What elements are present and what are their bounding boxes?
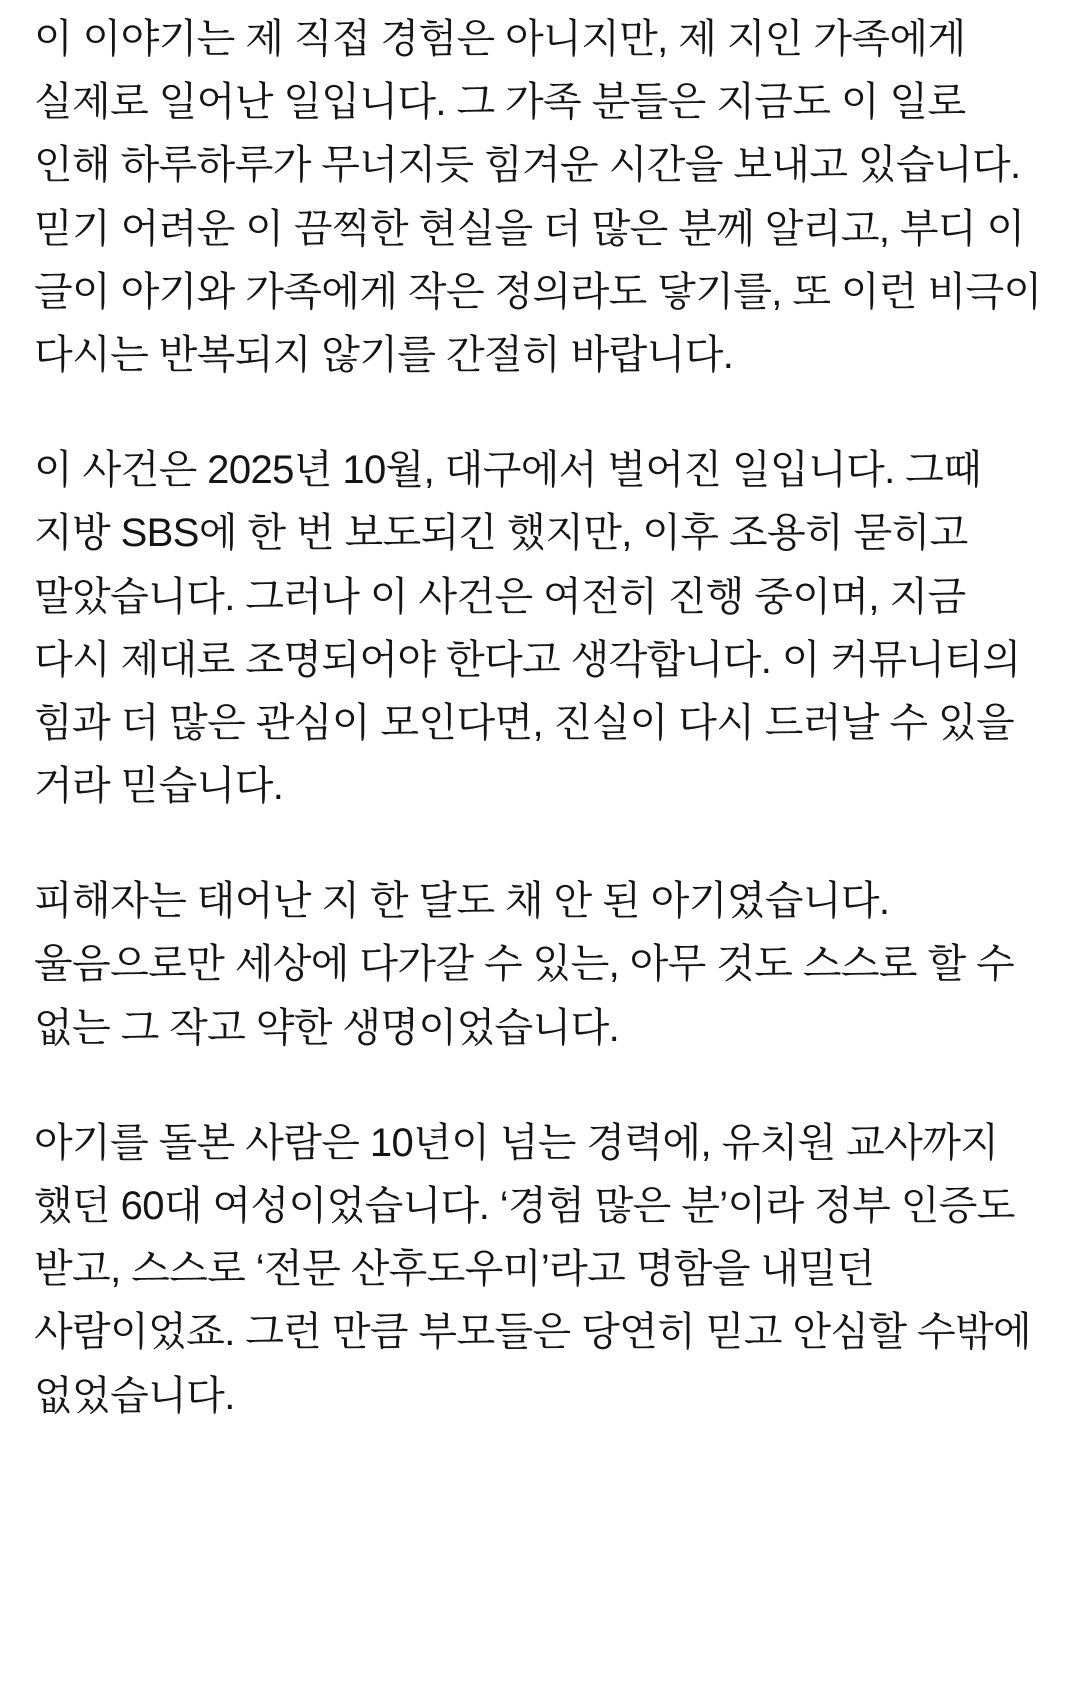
paragraph-1: 이 이야기는 제 직접 경험은 아니지만, 제 지인 가족에게 실제로 일어난 일입니다. 그 가족 분들은 지금도 이 일로 인해 하루하루가 무너지듯 힘겨운 시간을 보내고 있습니다. 믿기 어려운 이 끔찍한 현실을 더 많은 분께 알리고, 부디 이 글이 아기와 가족에게 작은 정의라도 닿기를, 또 이런 비극이 다시는 반복되지 않기를 간절히 바랍니다. — [34, 17, 1053, 377]
paragraph-3: 피해자는 태어난 지 한 달도 채 안 된 아기였습니다. 울음으로만 세상에 다가갈 수 있는, 아무 것도 스스로 할 수 없는 그 작고 약한 생명이었습니다. — [34, 879, 1025, 1050]
paragraph-4: 아기를 돌본 사람은 10년이 넘는 경력에, 유치원 교사까지 했던 60대 여성이었습니다. ‘경험 많은 분’이라 정부 인증도 받고, 스스로 ‘전문 산후도우미’라고 명함을 내밀던 사람이었죠. 그런 만큼 부모들은 당연히 믿고 안심할 수밖에 없었습니다. — [34, 1120, 1042, 1418]
paragraph-2: 이 사건은 2025년 10월, 대구에서 벌어진 일입니다. 그때 지방 SBS에 한 번 보도되긴 했지만, 이후 조용히 묻히고 말았습니다. 그러나 이 사건은 여전히 진행 중이며, 지금 다시 제대로 조명되어야 한다고 생각합니다. 이 커뮤니티의 힘과 더 많은 관심이 모인다면, 진실이 다시 드러날 수 있을 거라 믿습니다. — [34, 448, 1032, 809]
